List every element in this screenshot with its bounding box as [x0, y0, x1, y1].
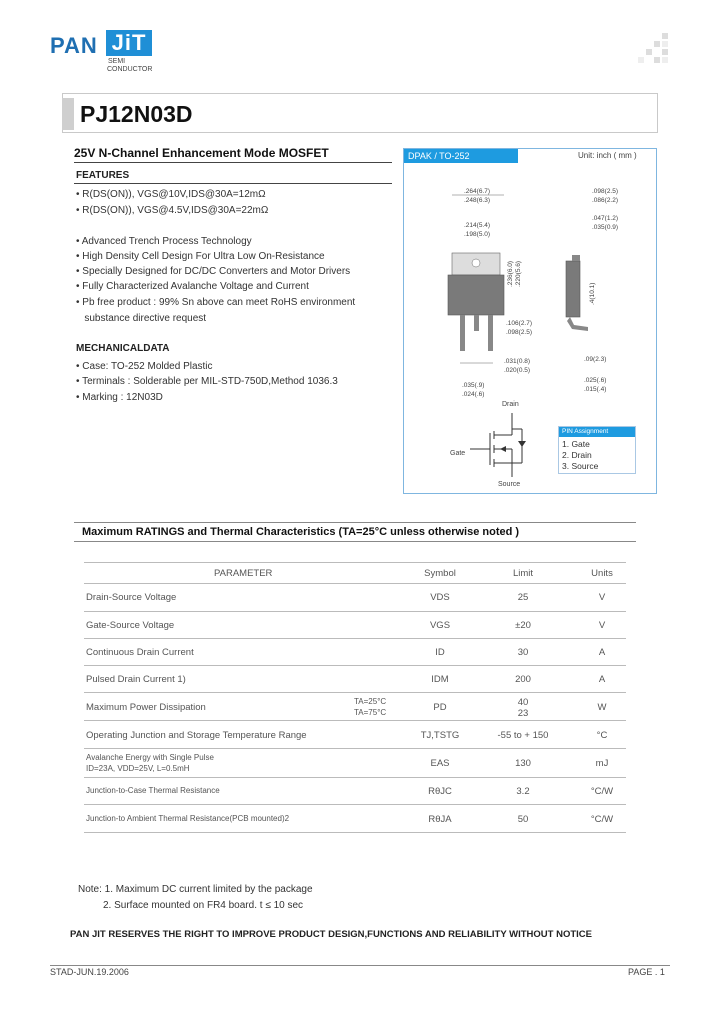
table-rule [84, 665, 626, 666]
features-title: FEATURES [76, 170, 130, 181]
row-units: mJ [595, 758, 609, 769]
source-label: Source [498, 481, 521, 488]
dim-label: .047(1.2) [592, 215, 619, 222]
dim-label: .214(5.4) [464, 222, 491, 229]
dim-label: .086(2.2) [592, 197, 619, 204]
dim-label: .035(.9) [462, 382, 485, 389]
row-limit: 25 [517, 592, 529, 603]
row-symbol: IDM [431, 674, 449, 685]
reserve-notice: PAN JIT RESERVES THE RIGHT TO IMPROVE PRODUCT DESIGN,FUNCTIONS AND RELIABILITY WITHOUT NOTICE [70, 929, 593, 940]
decorative-dots-icon [636, 33, 670, 67]
dim-label: .098(2.5) [506, 329, 533, 336]
pin-item: 2. Drain [562, 450, 592, 460]
row-units: V [598, 592, 606, 603]
drain-label: Drain [502, 401, 519, 408]
feature-item: • R(DS(ON)), VGS@4.5V,IDS@30A=22mΩ [76, 205, 269, 216]
row-symbol: VGS [429, 620, 451, 631]
divider [74, 162, 392, 163]
col-header-units: Units [591, 568, 613, 579]
row-symbol: VDS [430, 592, 450, 603]
row-param: Continuous Drain Current [86, 647, 194, 658]
dim-label: .248(6.3) [464, 197, 491, 204]
table-rule [84, 720, 626, 721]
table-rule [84, 562, 626, 563]
part-band-shade [62, 98, 74, 130]
row-limit: 3.2 [516, 786, 530, 797]
gate-label: Gate [450, 450, 466, 457]
dim-label: .035(0.9) [592, 224, 619, 231]
table-rule [84, 804, 626, 805]
dim-label: .106(2.7) [506, 320, 533, 327]
row-units: V [598, 620, 606, 631]
pin-box-title: PIN Assignment [559, 427, 635, 437]
mech-item: • Marking : 12N03D [76, 392, 163, 403]
table-rule [84, 611, 626, 612]
dim-label: .198(5.0) [464, 231, 491, 238]
device-subtitle: 25V N-Channel Enhancement Mode MOSFET [74, 146, 329, 160]
mechanical-title: MECHANICALDATA [76, 343, 170, 354]
feature-item: • Pb free product : 99% Sn above can meet RoHS environment [76, 297, 356, 308]
feature-item: • R(DS(ON)), VGS@10V,IDS@30A=12mΩ [76, 189, 266, 200]
mech-item: • Terminals : Solderable per MIL-STD-750D,Method 1036.3 [76, 376, 338, 387]
dim-label: .024(.6) [462, 391, 485, 398]
logo-pan-text: PAN [50, 33, 98, 58]
row-param: Drain-Source Voltage [86, 592, 177, 603]
dim-label: .031(0.8) [504, 358, 531, 365]
row-limit: 50 [517, 814, 529, 825]
dim-label: .220(5.6) [515, 260, 522, 287]
row-param-detail: ID=23A, VDD=25V, L=0.5mH [86, 764, 190, 773]
row-param: Maximum Power Dissipation [86, 702, 206, 713]
logo-jit-box: JiT [106, 30, 152, 56]
row-limit: 40 [517, 697, 529, 708]
table-rule [84, 832, 626, 833]
footer-divider [50, 965, 670, 966]
row-units: W [597, 702, 607, 713]
row-param: Gate-Source Voltage [86, 620, 175, 631]
mech-item: • Case: TO-252 Molded Plastic [76, 361, 213, 372]
row-symbol: ID [435, 647, 445, 658]
table-rule [84, 748, 626, 749]
part-number: PJ12N03D [80, 101, 193, 127]
feature-item: • High Density Cell Design For Ultra Low On-Resistance [76, 251, 325, 262]
footer-date: STAD-JUN.19.2006 [50, 967, 129, 977]
table-rule [84, 583, 626, 584]
pin-item: 3. Source [562, 461, 599, 471]
divider [74, 183, 392, 184]
row-param: Operating Junction and Storage Temperature Range [86, 730, 307, 741]
note-2: 2. Surface mounted on FR4 board. t ≤ 10 sec [103, 900, 304, 911]
row-units: A [598, 647, 606, 658]
table-rule [84, 692, 626, 693]
dim-label: .020(0.5) [504, 367, 531, 374]
pin-item: 1. Gate [562, 439, 590, 449]
feature-item: substance directive request [76, 313, 207, 324]
row-limit: 30 [517, 647, 529, 658]
row-units: °C [596, 730, 608, 741]
row-symbol: TJ,TSTG [420, 730, 460, 741]
row-limit: ±20 [515, 620, 531, 631]
feature-item: • Advanced Trench Process Technology [76, 236, 252, 247]
row-units: °C/W [590, 814, 614, 825]
package-tab: DPAK / TO-252 [404, 149, 518, 163]
dim-label: .264(6.7) [464, 188, 491, 195]
row-units: A [598, 674, 606, 685]
note-1: Note: 1. Maximum DC current limited by the package [78, 884, 313, 895]
row-limit: 130 [515, 758, 531, 769]
col-header-parameter: PARAMETER [214, 568, 273, 579]
row-condition: TA=25°C [354, 697, 387, 706]
row-units: °C/W [590, 786, 614, 797]
row-limit: 200 [515, 674, 531, 685]
feature-item: • Fully Characterized Avalanche Voltage and Current [76, 281, 309, 292]
row-param: Pulsed Drain Current 1) [86, 674, 186, 685]
footer-page: PAGE . 1 [628, 967, 665, 977]
row-symbol: PD [433, 702, 447, 713]
row-symbol: EAS [430, 758, 450, 769]
table-rule [84, 638, 626, 639]
row-param: Avalanche Energy with Single Pulse [86, 753, 214, 762]
row-limit: 23 [517, 708, 529, 719]
logo-sub-conductor: CONDUCTOR [107, 66, 153, 73]
row-param: Junction-to-Case Thermal Resistance [86, 786, 220, 795]
feature-item: • Specially Designed for DC/DC Converters and Motor Drivers [76, 266, 351, 277]
package-unit: Unit: inch ( mm ) [578, 151, 637, 160]
row-symbol: RθJA [428, 814, 452, 825]
logo-sub-semi: SEMI [108, 58, 126, 65]
dim-label: .015(.4) [584, 386, 607, 393]
row-condition: TA=75°C [354, 708, 387, 717]
dim-label: .025(.6) [584, 377, 607, 384]
col-header-limit: Limit [512, 568, 534, 579]
dim-label: .236(6.0) [507, 260, 514, 287]
table-rule [84, 777, 626, 778]
dim-label: .098(2.5) [592, 188, 619, 195]
ratings-title: Maximum RATINGS and Thermal Characteristics (TA=25°C unless otherwise noted ) [82, 526, 520, 538]
row-limit: -55 to + 150 [497, 730, 549, 741]
dim-label: .4(10.1) [589, 282, 596, 305]
row-symbol: RθJC [428, 786, 452, 797]
row-param: Junction-to Ambient Thermal Resistance(PCB mounted)2 [86, 814, 290, 823]
col-header-symbol: Symbol [424, 568, 456, 579]
dim-label: .09(2.3) [584, 356, 607, 363]
